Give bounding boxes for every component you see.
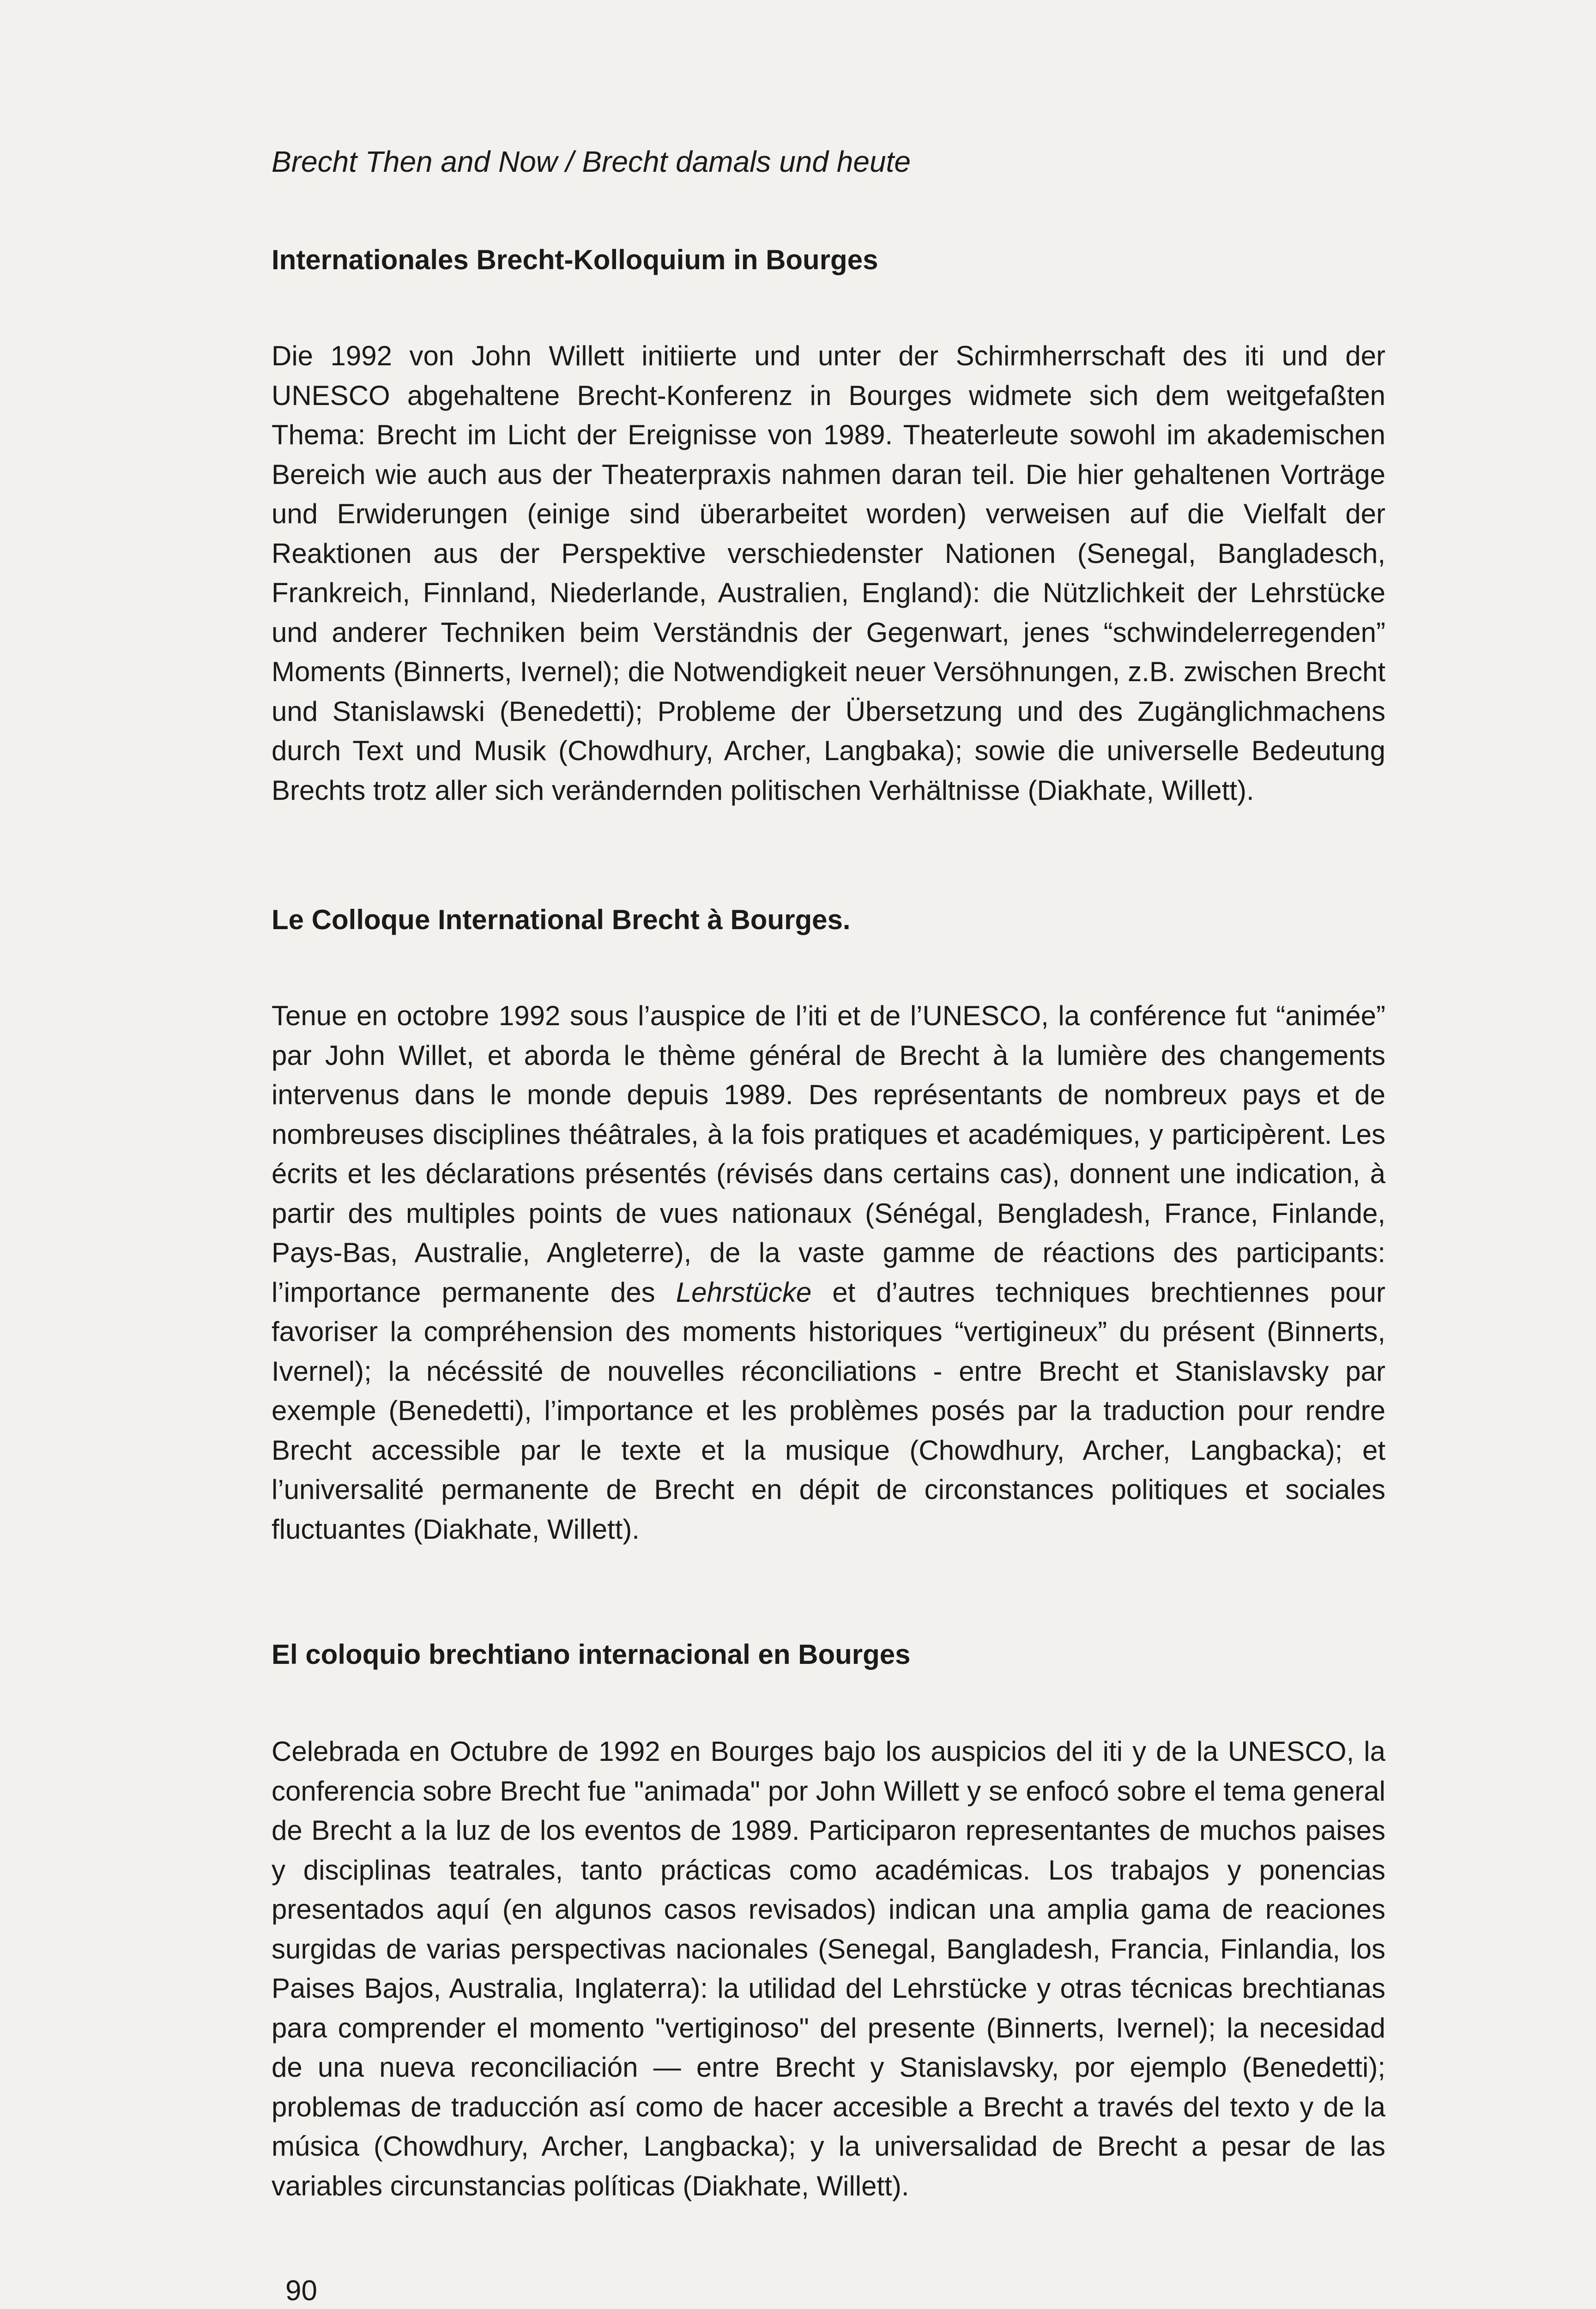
- italic-term: Lehrstücke: [676, 1276, 812, 1308]
- section-heading-german: Internationales Brecht-Kolloquium in Bourges: [272, 244, 878, 275]
- section-heading-spanish: El coloquio brechtiano internacional en Bourges: [272, 1639, 911, 1670]
- section-heading-french: Le Colloque International Brecht à Bourges.: [272, 904, 851, 935]
- section-body-spanish: Celebrada en Octubre de 1992 en Bourges bajo los auspicios del iti y de la UNESCO, la conferencia sobre Brecht fue "animada" por John Willett y se enfocó sobre el tema general de Brecht a la luz de los eventos de 1989. Participaron representantes de muchos paises y disciplinas teatrales, tanto prácticas como académicas. Los trabajos y ponencias presentados aquí (en algunos casos revisados) indican una amplia gama de reaciones surgidas de varias perspectivas nacionales (Senegal, Bangladesh, Francia, Finlandia, los Paises Bajos, Australia, Inglaterra): la utilidad del Lehrstücke y otras técnicas brechtianas para comprender el momento "vertiginoso" del presente (Binnerts, Ivernel); la necesidad de una nueva reconciliación — entre Brecht y Stanislavsky, por ejemplo (Benedetti); problemas de traducción así como de hacer accesible a Brecht a través del texto y de la música (Chowdhury, Archer, Langbacka); y la universalidad de Brecht a pesar de las variables circunstancias políticas (Diakhate, Willett).: [272, 1736, 1385, 2201]
- section-body-german: Die 1992 von John Willett initiierte und unter der Schirmherrschaft des iti und der UNESCO abgehaltene Brecht-Konferenz in Bourges widmete sich dem weitgefaßten Thema: Brecht im Licht der Ereignisse von 1989. Theaterleute sowohl im akademischen Bereich wie auch aus der Theaterpraxis nahmen daran teil. Die hier gehaltenen Vorträge und Erwiderungen (einige sind überarbeitet worden) verweisen auf die Vielfalt der Reaktionen aus der Perspektive verschiedenster Nationen (Senegal, Bangladesch, Frankreich, Finnland, Niederlande, Australien, England): die Nützlichkeit der Lehrstücke und anderer Techniken beim Verständnis der Gegenwart, jenes “schwindelerregenden” Moments (Binnerts, Ivernel); die Notwendigkeit neuer Versöhnungen, z.B. zwischen Brecht und Stanislawski (Benedetti); Probleme der Übersetzung und des Zugänglichmachens durch Text und Musik (Chowdhury, Archer, Langbaka); sowie die universelle Bedeutung Brechts trotz aller sich verändernden politischen Verhältnisse (Diakhate, Willett).: [272, 340, 1385, 806]
- section-german: [272, 246, 1385, 810]
- page-number: 90: [285, 2275, 317, 2307]
- body-text-part: et d’autres techniques brechtiennes pour favoriser la compréhension des moments historiques “vertigineux” du présent (Binnerts, Ivernel); la nécéssité de nouvelles réconciliations - entre Brecht et Stanislavsky par exemple (Benedetti), l’importance et les problèmes posés par la traduction pour rendre Brecht accessible par le texte et la musique (Chowdhury, Archer, Langbacka); et l’universalité permanente de Brecht en dépit de circonstances politiques et sociales fluctuantes (Diakhate, Willett).: [272, 1276, 1386, 1545]
- section-spanish: [272, 1641, 1385, 2206]
- section-french: [272, 906, 1385, 1549]
- section-body-french: [272, 996, 1385, 1549]
- body-text-part: Tenue en octobre 1992 sous l’auspice de l’iti et de l’UNESCO, la conférence fut “animée” par John Willet, et aborda le thème général de Brecht à la lumière des changements intervenus dans le monde depuis 1989. Des représentants de nombreux pays et de nombreuses disciplines théâtrales, à la fois pratiques et académiques, y participèrent. Les écrits et les déclarations présentés (révisés dans certains cas), donnent une indication, à partir des multiples points de vues nationaux (Sénégal, Bengladesh, France, Finlande, Pays-Bas, Australie, Angleterre), de la vaste gamme de réactions des participants: l’importance permanente des: [272, 1000, 1385, 1308]
- running-head: Brecht Then and Now / Brecht damals und heute: [272, 145, 911, 178]
